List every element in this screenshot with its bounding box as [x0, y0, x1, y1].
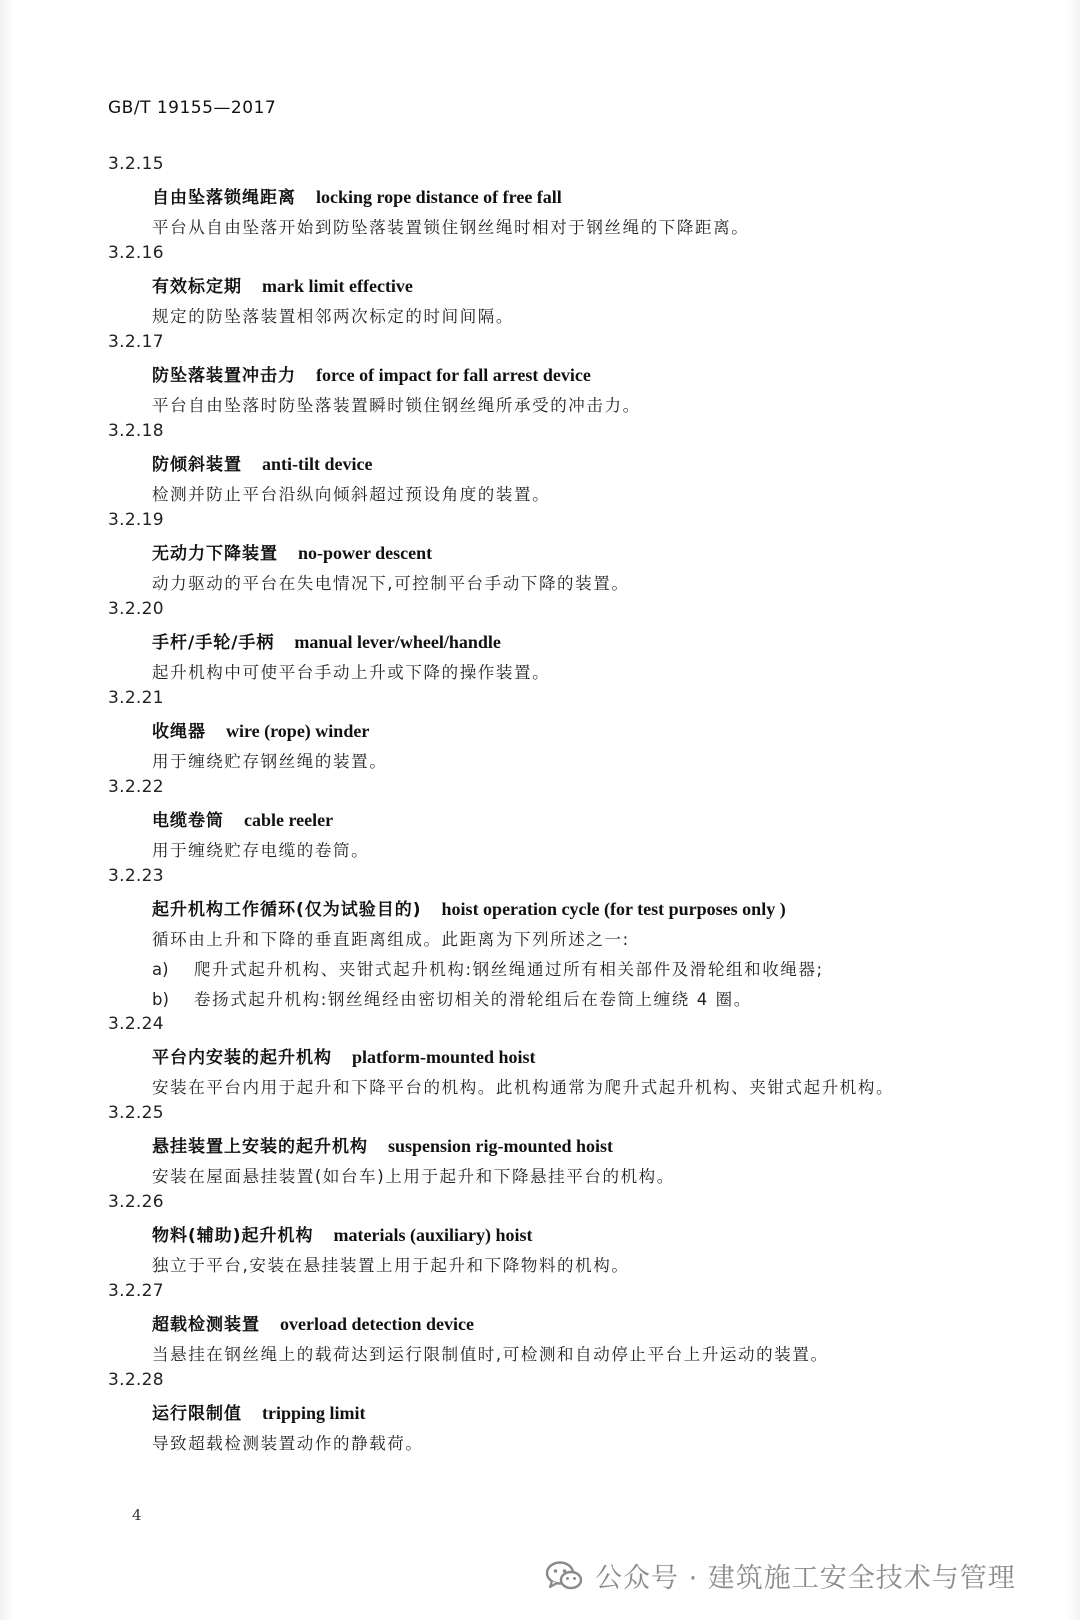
entry-definition: 安装在平台内用于起升和下降平台的机构。此机构通常为爬升式起升机构、夹钳式起升机构。 — [152, 1078, 895, 1097]
term-zh: 自由坠落锁绳距离 — [152, 188, 296, 208]
entry-number: 3.2.17 — [108, 332, 164, 352]
entry-number: 3.2.26 — [108, 1192, 164, 1212]
entry-number: 3.2.24 — [108, 1014, 164, 1034]
term-zh: 悬挂装置上安装的起升机构 — [152, 1137, 368, 1157]
term-en: tripping limit — [262, 1403, 366, 1423]
term-en: locking rope distance of free fall — [316, 187, 562, 207]
entry-term — [152, 895, 786, 920]
entry-number: 3.2.15 — [108, 154, 164, 174]
term-en: materials (auxiliary) hoist — [333, 1225, 533, 1245]
entry-number: 3.2.19 — [108, 510, 164, 530]
term-zh: 超载检测装置 — [152, 1315, 260, 1335]
entry-number: 3.2.23 — [108, 866, 164, 886]
entry-number: 3.2.16 — [108, 243, 164, 263]
term-en: suspension rig-mounted hoist — [388, 1136, 614, 1156]
entry-number: 3.2.18 — [108, 421, 164, 441]
watermark — [545, 1556, 1016, 1595]
term-en: no-power descent — [298, 543, 433, 563]
entry-term — [152, 539, 432, 564]
term-en: mark limit effective — [262, 276, 413, 296]
list-item-text: 卷扬式起升机构:钢丝绳经由密切相关的滑轮组后在卷筒上缠绕 4 圈。 — [194, 990, 752, 1009]
term-zh: 起升机构工作循环(仅为试验目的) — [152, 900, 422, 920]
list-marker: a) — [152, 960, 169, 979]
entry-definition: 安装在屋面悬挂装置(如台车)上用于起升和下降悬挂平台的机构。 — [152, 1167, 675, 1186]
entry-number: 3.2.20 — [108, 599, 164, 619]
term-zh: 平台内安装的起升机构 — [152, 1048, 332, 1068]
entry-definition: 当悬挂在钢丝绳上的载荷达到运行限制值时,可检测和自动停止平台上升运动的装置。 — [152, 1345, 829, 1364]
term-en: hoist operation cycle (for test purposes only ) — [441, 899, 786, 919]
entry-number: 3.2.25 — [108, 1103, 164, 1123]
entry-number: 3.2.27 — [108, 1281, 164, 1301]
list-item-text: 爬升式起升机构、夹钳式起升机构:钢丝绳通过所有相关部件及滑轮组和收绳器; — [194, 960, 824, 979]
entry-term — [152, 717, 369, 742]
entry-definition: 检测并防止平台沿纵向倾斜超过预设角度的装置。 — [152, 485, 551, 504]
term-zh: 收绳器 — [152, 722, 206, 742]
wechat-icon — [545, 1560, 583, 1592]
term-en: force of impact for fall arrest device — [316, 365, 591, 385]
term-zh: 电缆卷筒 — [152, 811, 224, 831]
entry-definition: 循环由上升和下降的垂直距离组成。此距离为下列所述之一: — [152, 930, 630, 949]
entry-definition: 用于缠绕贮存电缆的卷筒。 — [152, 841, 370, 860]
term-en: platform-mounted hoist — [352, 1047, 536, 1067]
term-en: wire (rope) winder — [226, 721, 370, 741]
watermark-text: 公众号 · 建筑施工安全技术与管理 — [595, 1563, 1016, 1594]
entry-definition: 动力驱动的平台在失电情况下,可控制平台手动下降的装置。 — [152, 574, 630, 593]
entry-number: 3.2.21 — [108, 688, 164, 708]
term-zh: 有效标定期 — [152, 277, 242, 297]
entry-term — [152, 1043, 536, 1068]
page-number: 4 — [132, 1506, 142, 1524]
entry-definition: 起升机构中可使平台手动上升或下降的操作装置。 — [152, 663, 551, 682]
term-en: cable reeler — [244, 810, 334, 830]
entry-number: 3.2.28 — [108, 1370, 164, 1390]
term-en: anti-tilt device — [262, 454, 373, 474]
entry-term — [152, 361, 591, 386]
term-en: manual lever/wheel/handle — [294, 632, 501, 652]
list-item — [152, 956, 824, 980]
entry-definition: 独立于平台,安装在悬挂装置上用于起升和下降物料的机构。 — [152, 1256, 630, 1275]
entry-term — [152, 806, 333, 831]
entry-definition: 平台自由坠落时防坠落装置瞬时锁住钢丝绳所承受的冲击力。 — [152, 396, 641, 415]
entry-definition: 导致超载检测装置动作的静载荷。 — [152, 1434, 424, 1453]
term-en: overload detection device — [280, 1314, 474, 1334]
term-zh: 运行限制值 — [152, 1404, 242, 1424]
entry-term — [152, 272, 413, 297]
entry-term — [152, 1132, 613, 1157]
entry-definition: 规定的防坠落装置相邻两次标定的时间间隔。 — [152, 307, 514, 326]
term-zh: 防倾斜装置 — [152, 455, 242, 475]
term-zh: 防坠落装置冲击力 — [152, 366, 296, 386]
entry-term — [152, 183, 562, 208]
term-zh: 物料(辅助)起升机构 — [152, 1226, 314, 1246]
list-marker: b) — [152, 990, 169, 1009]
entry-term — [152, 1310, 474, 1335]
list-item — [152, 986, 752, 1010]
standard-code: GB/T 19155—2017 — [108, 98, 277, 118]
entry-term — [152, 628, 501, 653]
term-zh: 手杆/手轮/手柄 — [152, 633, 275, 653]
entry-number: 3.2.22 — [108, 777, 164, 797]
term-zh: 无动力下降装置 — [152, 544, 278, 564]
entry-term — [152, 1221, 533, 1246]
entry-definition: 平台从自由坠落开始到防坠落装置锁住钢丝绳时相对于钢丝绳的下降距离。 — [152, 218, 750, 237]
entry-term — [152, 450, 372, 475]
entry-term — [152, 1399, 366, 1424]
entry-definition: 用于缠绕贮存钢丝绳的装置。 — [152, 752, 388, 771]
